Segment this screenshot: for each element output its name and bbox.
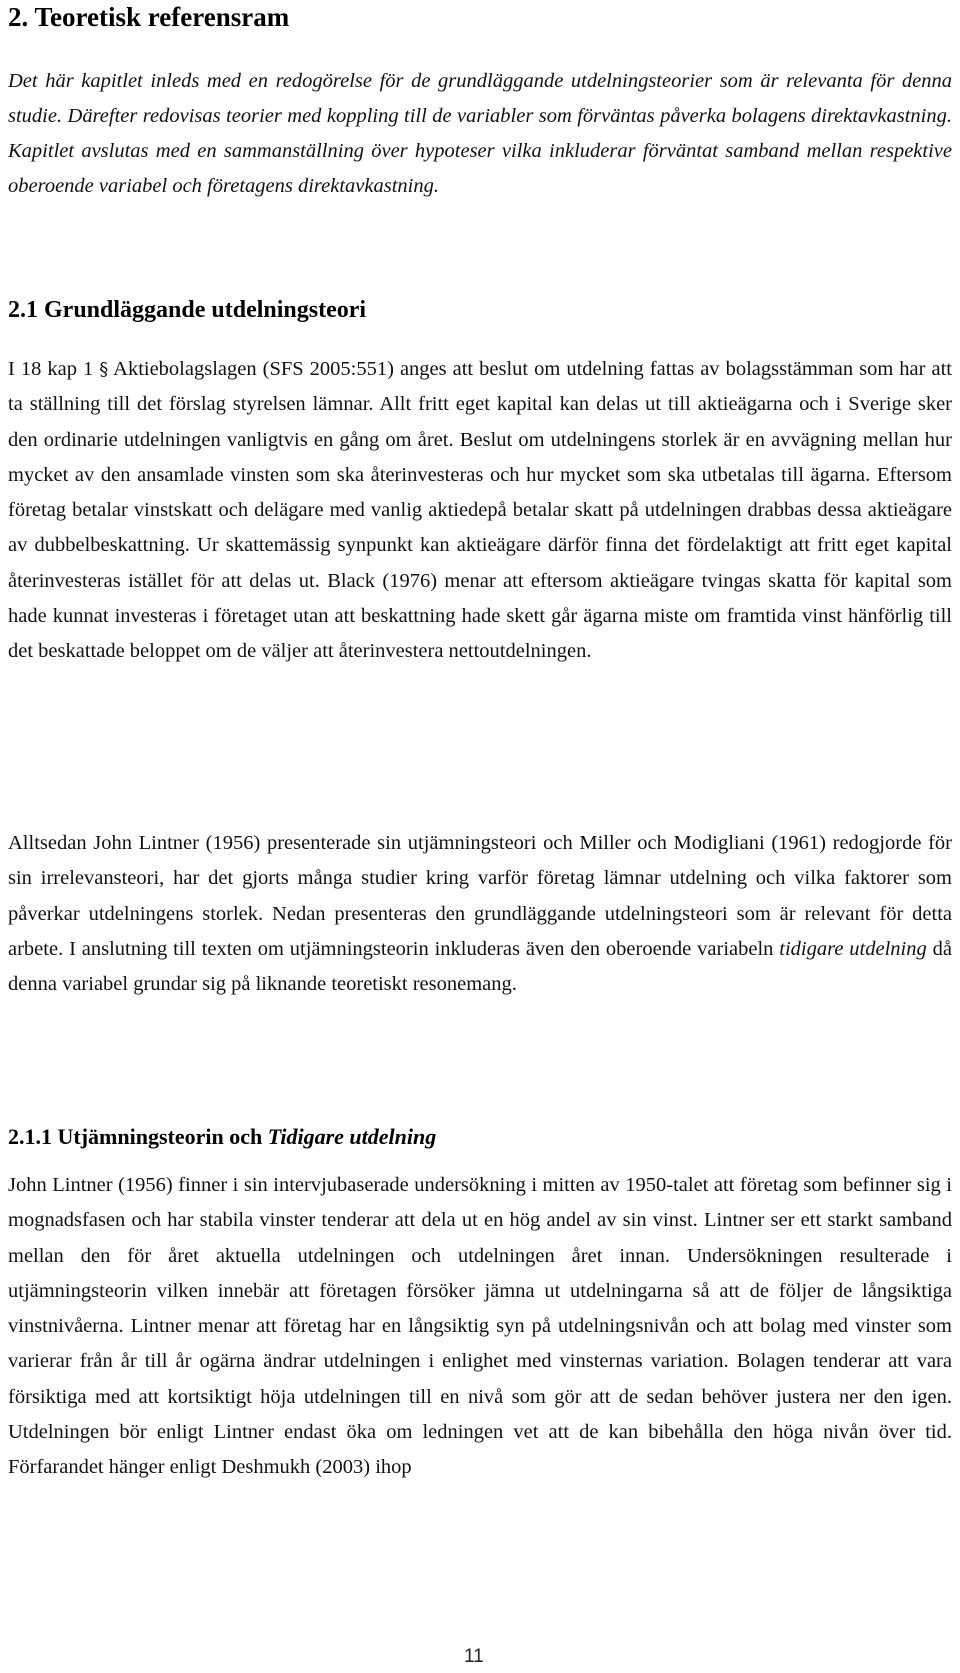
chapter-heading: 2. Teoretisk referensram <box>8 2 290 32</box>
page-number: 11 <box>464 1646 484 1667</box>
subsection-heading-text: 2.1.1 Utjämningsteorin och <box>8 1124 268 1149</box>
section-heading: 2.1 Grundläggande utdelningsteori <box>8 297 367 323</box>
section-sign: § <box>99 359 109 380</box>
emphasized-term: tidigare utdelning <box>779 937 927 960</box>
section-paragraph-2 <box>8 826 952 1002</box>
subsection-heading <box>8 1126 436 1148</box>
section-paragraph-1 <box>8 352 952 670</box>
chapter-intro: Det här kapitlet inleds med en redogörelse för de grundläggande utdelningsteorier som är relevanta för denna studie. Därefter redovisas teorier med koppling till de variabler som förväntas påverka bolagens direktavkastning. Kapitlet avslutas med en sammanställning över hypoteser vilka inkluderar förväntat samband mellan respektive oberoende variabel och företagens direktavkastning. <box>8 70 952 197</box>
paragraph-text: Aktiebolagslagen (SFS 2005:551) anges att beslut om utdelning fattas av bolagsstämman som har att ta ställning till det förslag styrelsen lämnar. Allt fritt eget kapital kan delas ut till aktieägarna och i Sverige sker den ordinarie utdelningen vanligtvis en gång om året. Beslut om utdelningens storlek är en avvägning mellan hur mycket av den ansamlade vinsten som ska återinvesteras och hur mycket som ska utbetalas till ägarna. Eftersom företag betalar vinstskatt och delägare med vanlig aktiedepå betalar skatt på utdelningen drabbas dessa aktieägare av dubbelbeskattning. Ur skattemässig synpunkt kan aktieägare därför finna det fördelaktigt att fritt eget kapital återinvesteras istället för att delas ut. Black (1976) menar att eftersom aktieägare tvingas skatta för kapital som hade kunnat investeras i företaget utan att beskattning hade skett går ägarna miste om framtida vinst hänförlig till det beskattade beloppet om de väljer att återinvestera nettoutdelningen. <box>8 358 952 663</box>
paragraph-text: då denna variabel grundar sig på liknande teoretiskt resonemang. <box>8 937 952 996</box>
subsection-heading-italic: Tidigare utdelning <box>267 1124 437 1149</box>
subsection-paragraph-1: John Lintner (1956) finner i sin intervjubaserade undersökning i mitten av 1950-talet att företag som befinner sig i mognadsfasen och har stabila vinster tenderar att dela ut en hög andel av sin vinst. Lintner ser ett starkt samband mellan den för året aktuella utdelningen och utdelningen året innan. Undersökningen resulterade i utjämningsteorin vilken innebär att företagen försöker jämna ut utdelningarna så att de följer de långsiktiga vinstnivåerna. Lintner menar att företag har en långsiktig syn på utdelningsnivån och att bolag med vinster som varierar från år till år ogärna ändrar utdelningen i enlighet med vinsternas variation. Bolagen tenderar att vara försiktiga med att kortsiktigt höja utdelningen till en nivå som gör att de sedan behöver justera ner den igen. Utdelningen bör enligt Lintner endast öka om ledningen vet att de kan bibehålla den höga nivån över tid. Förfarandet hänger enligt Deshmukh (2003) ihop <box>8 1174 952 1479</box>
paragraph-text: Alltsedan John Lintner (1956) presenterade sin utjämningsteori och Miller och Modigliani (1961) redogjorde för sin irrelevansteori, har det gjorts många studier kring varför företag lämnar utdelning och vilka faktorer som påverkar utdelningens storlek. Nedan presenteras den grundläggande utdelningsteori som är relevant för detta arbete. I anslutning till texten om utjämningsteorin inkluderas även den oberoende variabeln <box>8 832 952 960</box>
paragraph-text: I 18 kap 1 <box>8 358 100 380</box>
